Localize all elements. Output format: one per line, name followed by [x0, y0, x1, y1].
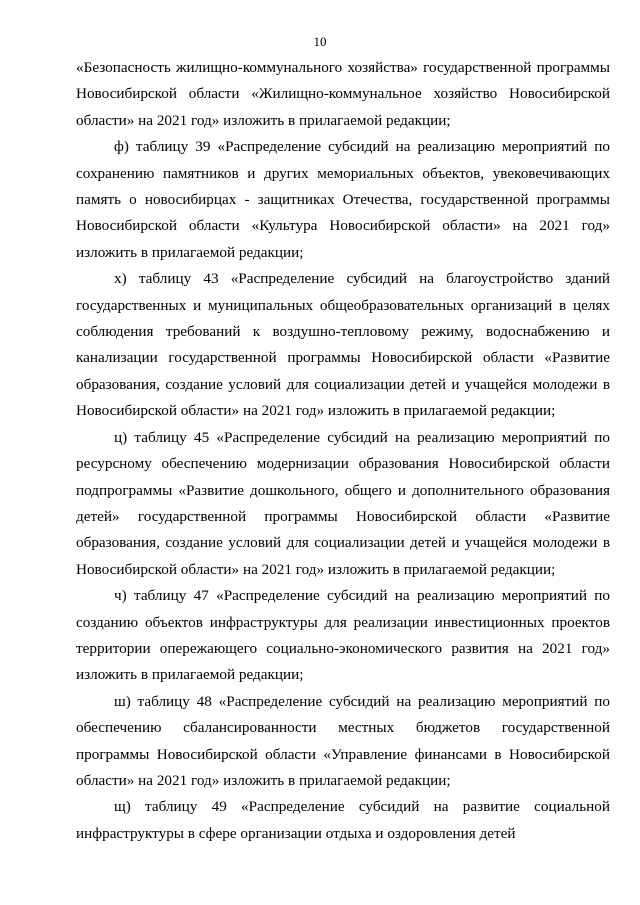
paragraph-item-ch: ч) таблицу 47 «Распределение субсидий на реализацию мероприятий по созданию объектов инфраструктуры для реализации инвестиционных проектов территории опережающего социально-экономического развития на 2021 год» изложить в прилагаемой редакции;: [76, 587, 610, 684]
paragraph-item-ts: ц) таблицу 45 «Распределение субсидий на реализацию мероприятий по ресурсному обеспечению модернизации образования Новосибирской области подпрограммы «Развитие дошкольного, общего и дополнительного образования детей» государственной программы Новосибирской области «Развитие образования, создание условий для социализации детей и учащейся молодежи в Новосибирской области» на 2021 год» изложить в прилагаемой редакции;: [76, 428, 610, 578]
document-body: [76, 55, 610, 847]
paragraph-continuation: «Безопасность жилищно-коммунального хозяйства» государственной программы Новосибирской области «Жилищно-коммунальное хозяйство Новосибирской области» на 2021 год» изложить в прилагаемой редакции;: [76, 59, 610, 129]
paragraph-item-f: ф) таблицу 39 «Распределение субсидий на реализацию мероприятий по сохранению памятников и других мемориальных объектов, увековечивающих память о новосибирцах - защитниках Отечества, государственной программы Новосибирской области «Культура Новосибирской области» на 2021 год» изложить в прилагаемой редакции;: [76, 138, 610, 261]
paragraph-item-kh: х) таблицу 43 «Распределение субсидий на благоустройство зданий государственных и муниципальных общеобразовательных организаций в целях соблюдения требований к воздушно-тепловому режиму, водоснабжению и канализации государственной программы Новосибирской области «Развитие образования, создание условий для социализации детей и учащейся молодежи в Новосибирской области» на 2021 год» изложить в прилагаемой редакции;: [76, 270, 610, 420]
paragraph-item-sh: ш) таблицу 48 «Распределение субсидий на реализацию мероприятий по обеспечению сбалансированности местных бюджетов государственной программы Новосибирской области «Управление финансами в Новосибирской области» на 2021 год» изложить в прилагаемой редакции;: [76, 692, 610, 789]
page-number: 10: [313, 34, 327, 49]
paragraph-item-shch: щ) таблицу 49 «Распределение субсидий на развитие социальной инфраструктуры в сфере организации отдыха и оздоровления детей: [76, 798, 610, 842]
